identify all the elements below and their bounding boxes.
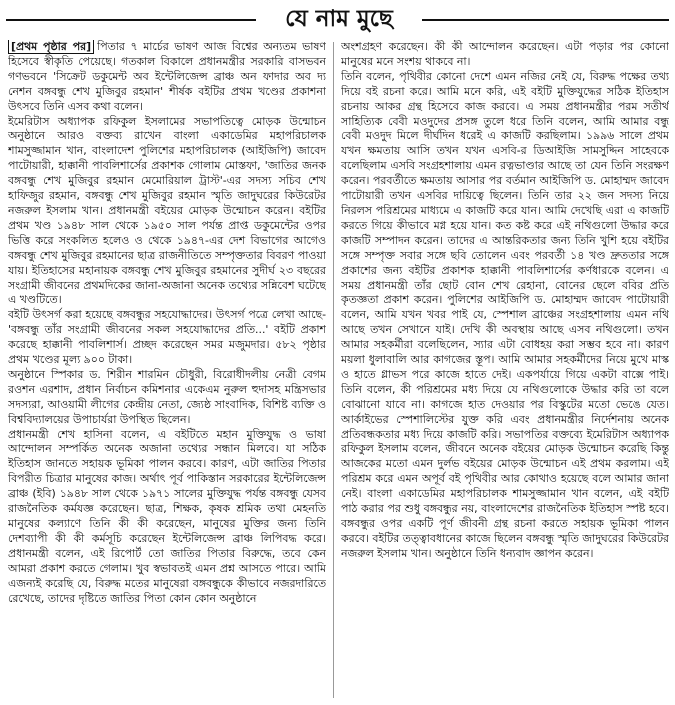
article-column-2 (341, 40, 669, 700)
header-rule-left (6, 19, 256, 21)
article-paragraph: বইটি উৎসর্গ করা হয়েছে বঙ্গবন্ধুর সহযোদ্ধাদের। উৎসর্গ পত্রে লেখা আছে- 'বঙ্গবন্ধু তাঁর সংগ্রামী জীবনের সকল সহযোদ্ধাদের প্রতি...' বইটি প্রকাশ করেছে হাক্কানী পাবলিশার্স। প্রচ্ছদ করেছেন সমর মজুমদার। ৫৮২ পৃষ্ঠার প্রথম খণ্ডের মূল্য ৯০০ টাকা। (8, 308, 326, 367)
article-paragraph: তিনি বলেন, পৃথিবীর কোনো দেশে এমন নজির নেই যে, বিরুদ্ধ পক্ষের তথ্য দিয়ে বই রচনা করে। আমি মনে করি, এই বইটি মুক্তিযুদ্ধের সঠিক ইতিহাস রচনায় আকর গ্রন্থ হিসেবে কাজ করবে। এ সময় প্রধানমন্ত্রীর পরম সতীর্থ সাহিত্যিক বেবী মওদুদের প্রসঙ্গ তুলে ধরে তিনি বলেন, আমি আমার বন্ধু বেবী মওদুদ মিলে দীর্ঘদিন ধরেই এ কাজটি করছিলাম। ১৯৯৬ সালে প্রথম যখন ক্ষমতায় আসি তখন যখন এসবি-র ডিআইজি সামসুদ্দিন সাহেবকে বলেছিলাম এসবি সংগ্রহশালায় এমন রত্নভাণ্ডার আছে তা যেন তিনি সংরক্ষণ করেন। পরবর্তীতে ক্ষমতায় আসার পর বর্তমান আইজিপি ড. মোহাম্মদ জাবেদ পাটোয়ারী তখন এসবির দায়িত্বে ছিলেন। তিনি তার ২২ জন সদস্য নিয়ে নিরলস পরিশ্রমের মাধ্যমে এ কাজটি করে যান। আমি দেখেছি এরা এ কাজটি করতে গিয়ে কীভাবে মগ্ন হয়ে যান। কত কষ্ট করে এই নথিগুলো উদ্ধার করে কাজটি সম্পাদন করেন। তাদের এ আন্তরিকতার জন্য তিনি খুশি হয়ে বইটির সঙ্গে সম্পৃক্ত সবার সঙ্গে ছবি তোলেন এবং পরবর্তী ১৪ খণ্ড দ্রুততার সঙ্গে প্রকাশের জন্য বইটির প্রকাশক হাক্কানী পাবলিশার্সের কর্ণধারকে বলেন। এ সময় প্রধানমন্ত্রী তাঁর ছোট বোন শেখ রেহানা, বোনের ছেলে ববির প্রতি কৃতজ্ঞতা প্রকাশ করেন। পুলিশের আইজিপি ড. মোহাম্মদ জাবেদ পাটোয়ারী বলেন, আমি যখন খবর পাই যে, স্পেশাল ব্রাঞ্চের সংগ্রহশালায় এমন নথি আছে তখন সেখানে যাই। দেখি কী অবস্থায় আছে এসব নথিগুলো। তখন আমার সহকর্মীরা বলেছিলেন, স্যার এটা বোধহয় করা সম্ভব হবে না। কারণ ময়লা ধুলাবালি আর কাগজের স্তূপ। আমি আমার সহকর্মীদের নিয়ে মুখে মাস্ক ও হাতে গ্লাভস পরে কাজে হাতে দেই। একপর্যায়ে গিয়ে একটা বাক্সে পাই। তিনি বলেন, কী পরিশ্রমের মধ্য দিয়ে যে নথিগুলোকে উদ্ধার করি তা বলে বোঝানো যাবে না। কাগজে হাত দেওয়ার পর বিস্কুটের মতো ভেঙে যেত। আর্কাইভের স্পেশালিস্টের যুক্ত করি এবং প্রধানমন্ত্রীর নির্দেশনায় অনেক প্রতিবন্ধকতার মধ্য দিয়ে কাজটি করি। সভাপতির বক্তব্যে ইমেরিটাস অধ্যাপক রফিকুল ইসলাম বলেন, জীবনে অনেক বইয়ের মোড়ক উন্মোচন করেছি কিন্তু আজকের মতো এমন দুর্লভ বইয়ের মোড়ক উন্মোচন এই প্রথম করলাম। এই পরিশ্রম করে এমন অপূর্ব বই পৃথিবীর আর কোথাও হয়েছে বলে আমার জানা নেই। বাংলা একাডেমির মহাপরিচালক শামসুজ্জামান খান বলেন, এই বইটি পাঠ করার পর শুধু বঙ্গবন্ধুর নয়, বাংলাদেশের রাজনৈতিক ইতিহাস স্পষ্ট হবে। বঙ্গবন্ধুর ওপর একটি পূর্ণ জীবনী গ্রন্থ রচনা করতে সহায়ক ভূমিকা পালন করবে। বইটির তত্ত্বাবধানের কাজে ছিলেন বঙ্গবন্ধু স্মৃতি জাদুঘরের কিউরেটর নজরুল ইসলাম খান। অনুষ্ঠানে তিনি ধন্যবাদ জ্ঞাপন করেন। (341, 69, 669, 560)
article-paragraph: অনুষ্ঠানে স্পিকার ড. শিরীন শারমিন চৌধুরী, বিরোধীদলীয় নেত্রী বেগম রওশন এরশাদ, প্রধান নির্বাচন কমিশনার একেএম নুরুল হুদাসহ মন্ত্রিসভার সদস্যরা, আওয়ামী লীগের কেন্দ্রীয় নেতা, জ্যেষ্ঠ সাংবাদিক, বিশিষ্ট ব্যক্তি ও বিশ্ববিদ্যালয়ের উপাচার্যরা উপস্থিত ছিলেন। (8, 367, 326, 426)
section-header (0, 0, 675, 40)
article-paragraph: ইমেরিটাস অধ্যাপক রফিকুল ইসলামের সভাপতিত্বে মোড়ক উন্মোচন অনুষ্ঠানে আরও বক্তব্য রাখেন বাংলা একাডেমির মহাপরিচালক শামসুজ্জামান খান, বাংলাদেশ পুলিশের মহাপরিচালক (আইজিপি) জাবেদ পাটোয়ারী, হাক্কানী পাবলিশার্সের প্রকাশক গোলাম মোস্তফা, 'জাতির জনক বঙ্গবন্ধু শেখ মুজিবুর রহমান মেমোরিয়াল ট্রাস্ট'-এর সদস্য সচিব শেখ হাফিজুর রহমান, বঙ্গবন্ধু শেখ মুজিবুর রহমান স্মৃতি জাদুঘরের কিউরেটর নজরুল ইসলাম খান। প্রধানমন্ত্রী বইয়ের মোড়ক উন্মোচন করেন। বইটির প্রথম খণ্ড ১৯৪৮ সাল থেকে ১৯৫০ সাল পর্যন্ত প্রাপ্ত ডকুমেন্টের ওপর ভিত্তি করে সংকলিত হলেও ও থেকে ১৯৪৭-এর দেশ বিভাগের আগেও বঙ্গবন্ধু শেখ মুজিবুর রহমানের ছাত্র রাজনীতিতে সম্পৃক্ততার বিবরণ পাওয়া যায়। ইতিহাসের মহানায়ক বঙ্গবন্ধু শেখ মুজিবুর রহমানের সুদীর্ঘ ২৩ বছরের সংগ্রামী জীবনের প্রথমদিকের জানা-অজানা অনেক তথ্যের সন্নিবেশ ঘটেছে এ খণ্ডটিতে। (8, 114, 326, 307)
continuation-label: [প্রথম পৃষ্ঠার পর] (8, 40, 94, 54)
page-title: যে নাম মুছে (285, 5, 393, 32)
article-paragraph: অংশগ্রহণ করেছেন। কী কী আন্দোলন করেছেন। এটা পড়ার পর কোনো মানুষের মনে সংশয় থাকবে না। (341, 40, 669, 68)
paragraph-text: পিতার ৭ মার্চের ভাষণ আজ বিশ্বের অন্যতম ভাষণ হিসেবে স্বীকৃতি পেয়েছে। গতকাল বিকালে প্রধানমন্ত্রীর সরকারি বাসভবন গণভবনে 'সিক্রেট ডকুমেন্ট অব ইন্টেলিজেন্স ব্রাঞ্চ অন ফাদার অব দ্য নেশন বঙ্গবন্ধু শেখ মুজিবুর রহমান' শীর্ষক বইটির প্রথম খণ্ডের প্রকাশনা উৎসবে তিনি এসব কথা বলেন। (8, 40, 326, 113)
article-paragraph (8, 40, 326, 115)
article-paragraph: প্রধানমন্ত্রী শেখ হাসিনা বলেন, এ বইটিতে মহান মুক্তিযুদ্ধ ও ভাষা আন্দোলন সম্পর্কিত অনেক অজানা তথ্যের সন্ধান মিলবে। যা সঠিক ইতিহাস জানতে সহায়ক ভূমিকা পালন করবে। কারণ, এটা জাতির পিতার বিপরীত চিত্রার মানুষের কাজ। অর্থাৎ পূর্ব পাকিস্তান সরকারের ইন্টেলিজেন্স ব্রাঞ্চ (ইবি) ১৯৪৮ সাল থেকে ১৯৭১ সালের মুক্তিযুদ্ধ পর্যন্ত বঙ্গবন্ধু যেসব রাজনৈতিক কর্মযজ্ঞ করেছেন। ছাত্র, শিক্ষক, কৃষক শ্রমিক তথা মেহনতি মানুষের কল্যাণে তিনি কী কী করেছেন, মানুষের মুক্তির জন্য তিনি দেশব্যাপী কী কী কর্মসূচি করেছেন ইন্টেলিজেন্স ব্রাঞ্চ লিপিবদ্ধ করে। প্রধানমন্ত্রী বলেন, এই রিপোর্ট তো জাতির পিতার বিরুদ্ধে, তবে কেন আমরা প্রকাশ করতে গেলাম। খুব স্বভাবতই এমন প্রশ্ন আসতে পারে। আমি এজন্যই করেছি যে, বিরুদ্ধ মতের মানুষেরা বঙ্গবন্ধুকে কীভাবে নজরদারিতে রেখেছে, তাদের দৃষ্টিতে জাতির পিতা কোন কোন অনুষ্ঠানে (8, 427, 326, 605)
header-rule-right (422, 19, 669, 21)
column-divider (333, 42, 334, 698)
article-column-1 (8, 40, 326, 700)
